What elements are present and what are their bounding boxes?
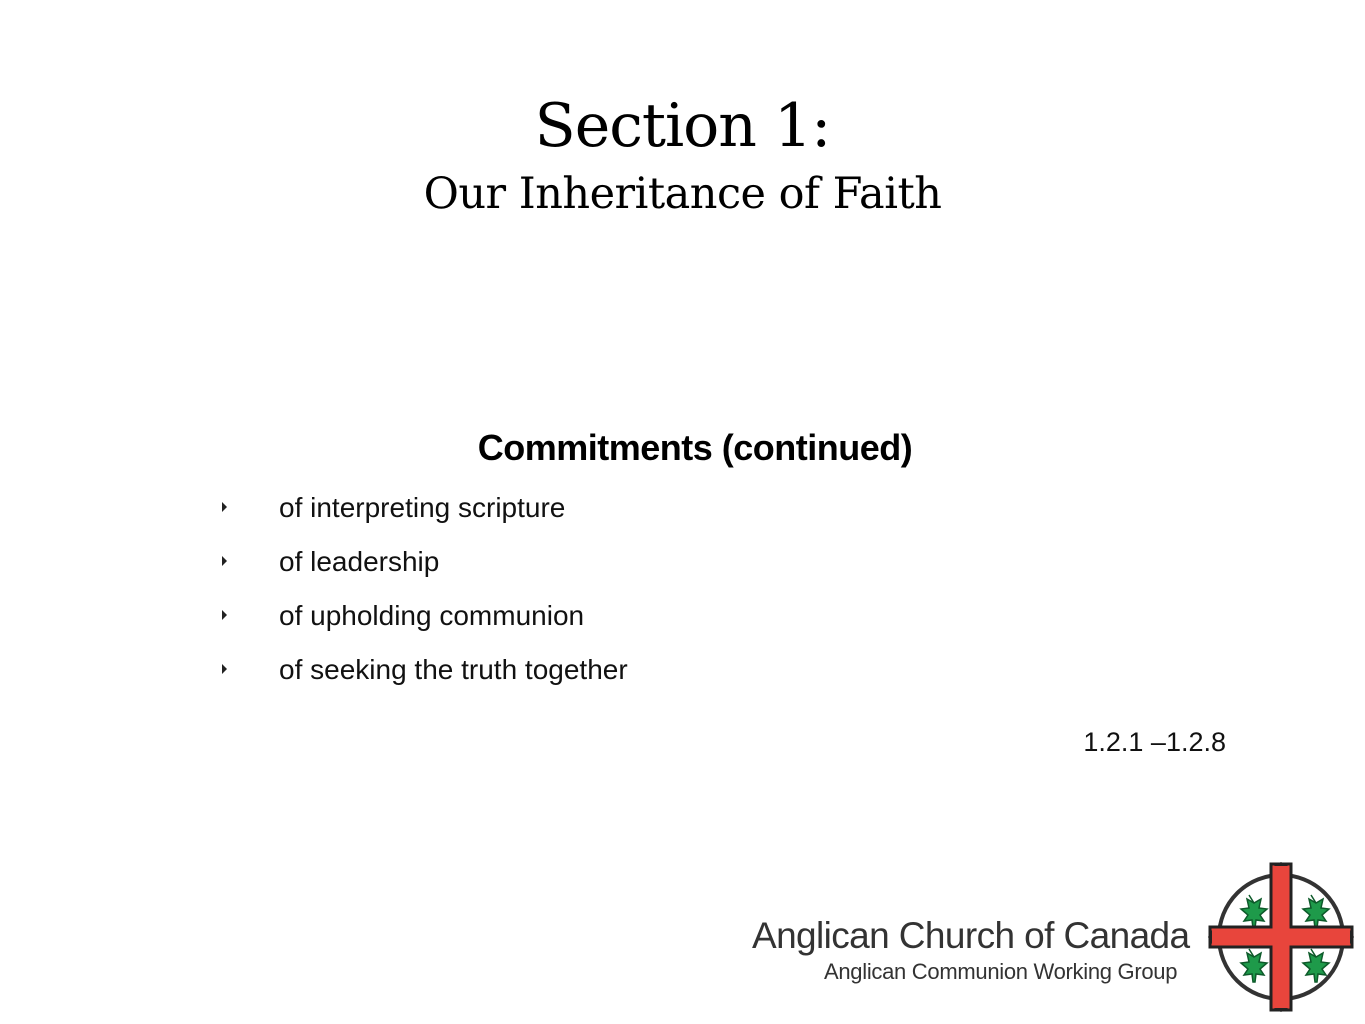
bullet-arrow-icon	[222, 664, 227, 674]
slide-subtitle: Our Inheritance of Faith	[423, 169, 942, 219]
slide-title: Section 1:	[534, 91, 831, 161]
logo-group-name: Anglican Communion Working Group	[824, 959, 1178, 984]
section-reference: 1.2.1 –1.2.8	[1083, 727, 1226, 757]
logo-organization-name: Anglican Church of Canada	[752, 915, 1190, 956]
bullet-arrow-icon	[222, 610, 227, 620]
bullet-arrow-icon	[222, 556, 227, 566]
commitments-heading: Commitments (continued)	[477, 427, 913, 468]
bullet-arrow-icon	[222, 502, 227, 512]
maple-leaf-compass-cross-icon	[1208, 862, 1354, 1012]
list-item-text: of upholding communion	[279, 600, 585, 631]
list-item-text: of seeking the truth together	[279, 654, 628, 685]
list-item-text: of leadership	[279, 546, 440, 577]
list-item-text: of interpreting scripture	[279, 492, 566, 523]
